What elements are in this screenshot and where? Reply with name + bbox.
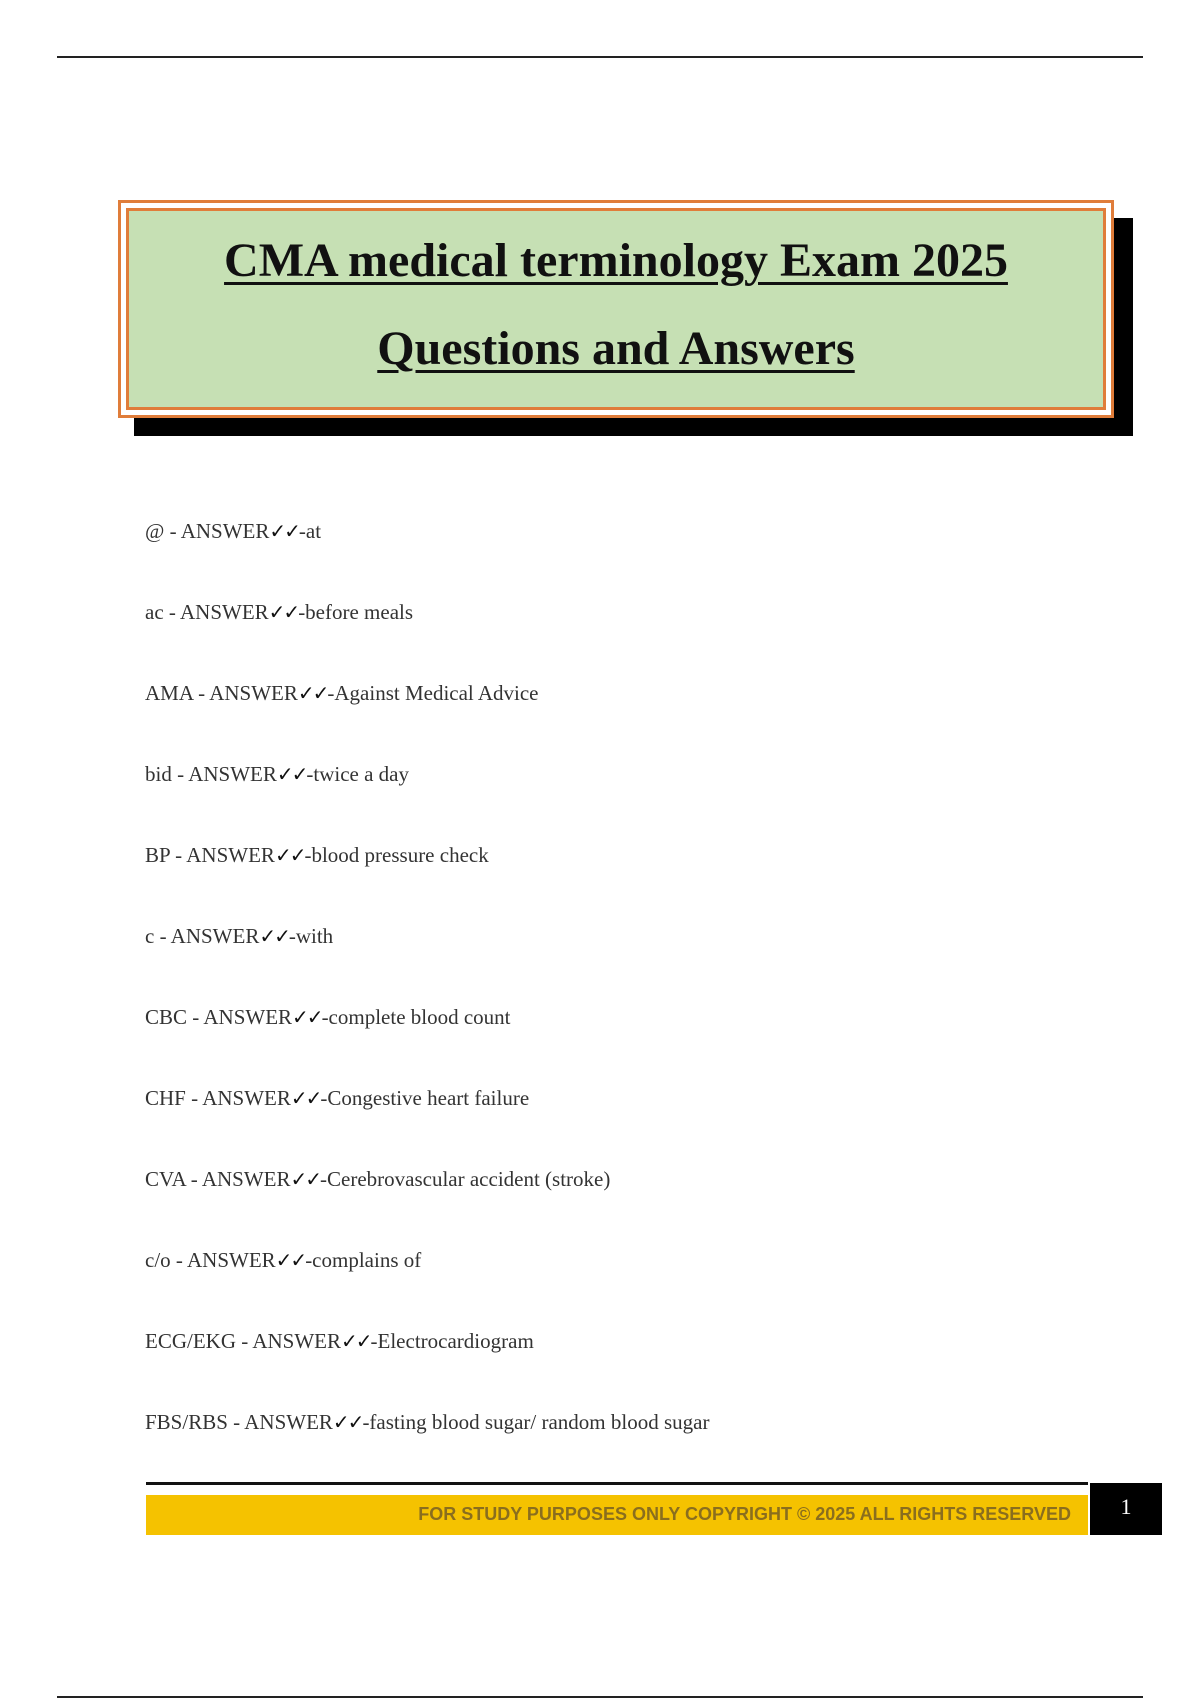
answer-label: ANSWER: [187, 1248, 276, 1272]
check-marks-icon: ✓✓: [290, 1167, 321, 1191]
qa-separator: -: [236, 1329, 253, 1353]
footer-band: [146, 1495, 1088, 1535]
qa-term: ac: [145, 600, 164, 624]
qa-separator: -: [169, 843, 187, 867]
answer-label: ANSWER: [186, 843, 275, 867]
answer-label: ANSWER: [180, 519, 270, 543]
check-marks-icon: ✓✓: [332, 1410, 363, 1434]
footer-rule: [146, 1482, 1088, 1485]
qa-definition: -Congestive heart failure: [320, 1086, 530, 1110]
answer-label: ANSWER: [209, 681, 298, 705]
check-marks-icon: ✓✓: [292, 1005, 322, 1029]
answer-label: ANSWER: [180, 600, 269, 624]
check-marks-icon: ✓✓: [274, 843, 305, 867]
qa-term: c/o: [145, 1248, 171, 1272]
qa-term: FBS/RBS: [145, 1410, 228, 1434]
top-page-rule: [57, 56, 1143, 58]
qa-item: [145, 923, 1105, 1004]
question-answer-list: [145, 518, 1105, 1490]
qa-separator: -: [164, 519, 181, 543]
page-number: 1: [1090, 1483, 1162, 1535]
check-marks-icon: ✓✓: [341, 1329, 371, 1353]
qa-definition: -Cerebrovascular accident (stroke): [320, 1167, 611, 1191]
qa-definition: -complains of: [305, 1248, 422, 1272]
title-box-inner: [126, 208, 1106, 410]
qa-item: [145, 1247, 1105, 1328]
qa-term: AMA: [145, 681, 193, 705]
answer-label: ANSWER: [201, 1167, 291, 1191]
qa-item: [145, 842, 1105, 923]
document-title-line-2: Questions and Answers: [377, 322, 855, 375]
answer-label: ANSWER: [202, 1086, 291, 1110]
title-box: [118, 200, 1114, 418]
answer-label: ANSWER: [188, 762, 277, 786]
qa-item: [145, 1409, 1105, 1490]
qa-separator: -: [154, 924, 171, 948]
qa-definition: -before meals: [298, 600, 414, 624]
qa-term: @: [145, 519, 165, 543]
check-marks-icon: ✓✓: [276, 762, 307, 786]
qa-separator: -: [163, 600, 180, 624]
qa-definition: -blood pressure check: [304, 843, 489, 867]
answer-label: ANSWER: [203, 1005, 293, 1029]
qa-item: [145, 1166, 1105, 1247]
qa-term: ECG/EKG: [145, 1329, 236, 1353]
qa-definition: -at: [298, 519, 322, 543]
check-marks-icon: ✓✓: [297, 681, 328, 705]
check-marks-icon: ✓✓: [259, 924, 289, 948]
qa-definition: -Electrocardiogram: [370, 1329, 534, 1353]
qa-separator: -: [185, 1167, 202, 1191]
qa-definition: -twice a day: [306, 762, 409, 786]
qa-item: [145, 599, 1105, 680]
qa-separator: -: [187, 1005, 204, 1029]
check-marks-icon: ✓✓: [290, 1086, 321, 1110]
qa-separator: -: [185, 1086, 203, 1110]
footer-copyright-text: FOR STUDY PURPOSES ONLY COPYRIGHT © 2025 ALL RIGHTS RESERVED: [418, 1504, 1071, 1524]
qa-definition: -fasting blood sugar/ random blood sugar: [362, 1410, 710, 1434]
qa-separator: -: [192, 681, 210, 705]
qa-item: [145, 1328, 1105, 1409]
qa-definition: -complete blood count: [321, 1005, 511, 1029]
qa-item: [145, 518, 1105, 599]
qa-item: [145, 680, 1105, 761]
qa-term: BP: [145, 843, 170, 867]
check-marks-icon: ✓✓: [268, 600, 299, 624]
document-title-line-1: CMA medical terminology Exam 2025: [224, 234, 1008, 287]
check-marks-icon: ✓✓: [269, 519, 299, 543]
qa-item: [145, 1004, 1105, 1085]
qa-term: CVA: [145, 1167, 186, 1191]
qa-separator: -: [227, 1410, 245, 1434]
qa-item: [145, 761, 1105, 842]
qa-separator: -: [170, 1248, 187, 1272]
qa-definition: -Against Medical Advice: [327, 681, 539, 705]
check-marks-icon: ✓✓: [275, 1248, 306, 1272]
qa-definition: -with: [288, 924, 334, 948]
qa-term: bid: [145, 762, 172, 786]
answer-label: ANSWER: [244, 1410, 333, 1434]
qa-item: [145, 1085, 1105, 1166]
qa-term: c: [145, 924, 155, 948]
qa-term: CBC: [145, 1005, 188, 1029]
answer-label: ANSWER: [170, 924, 260, 948]
qa-term: CHF: [145, 1086, 186, 1110]
answer-label: ANSWER: [252, 1329, 342, 1353]
qa-separator: -: [171, 762, 189, 786]
bottom-page-rule: [57, 1696, 1143, 1698]
